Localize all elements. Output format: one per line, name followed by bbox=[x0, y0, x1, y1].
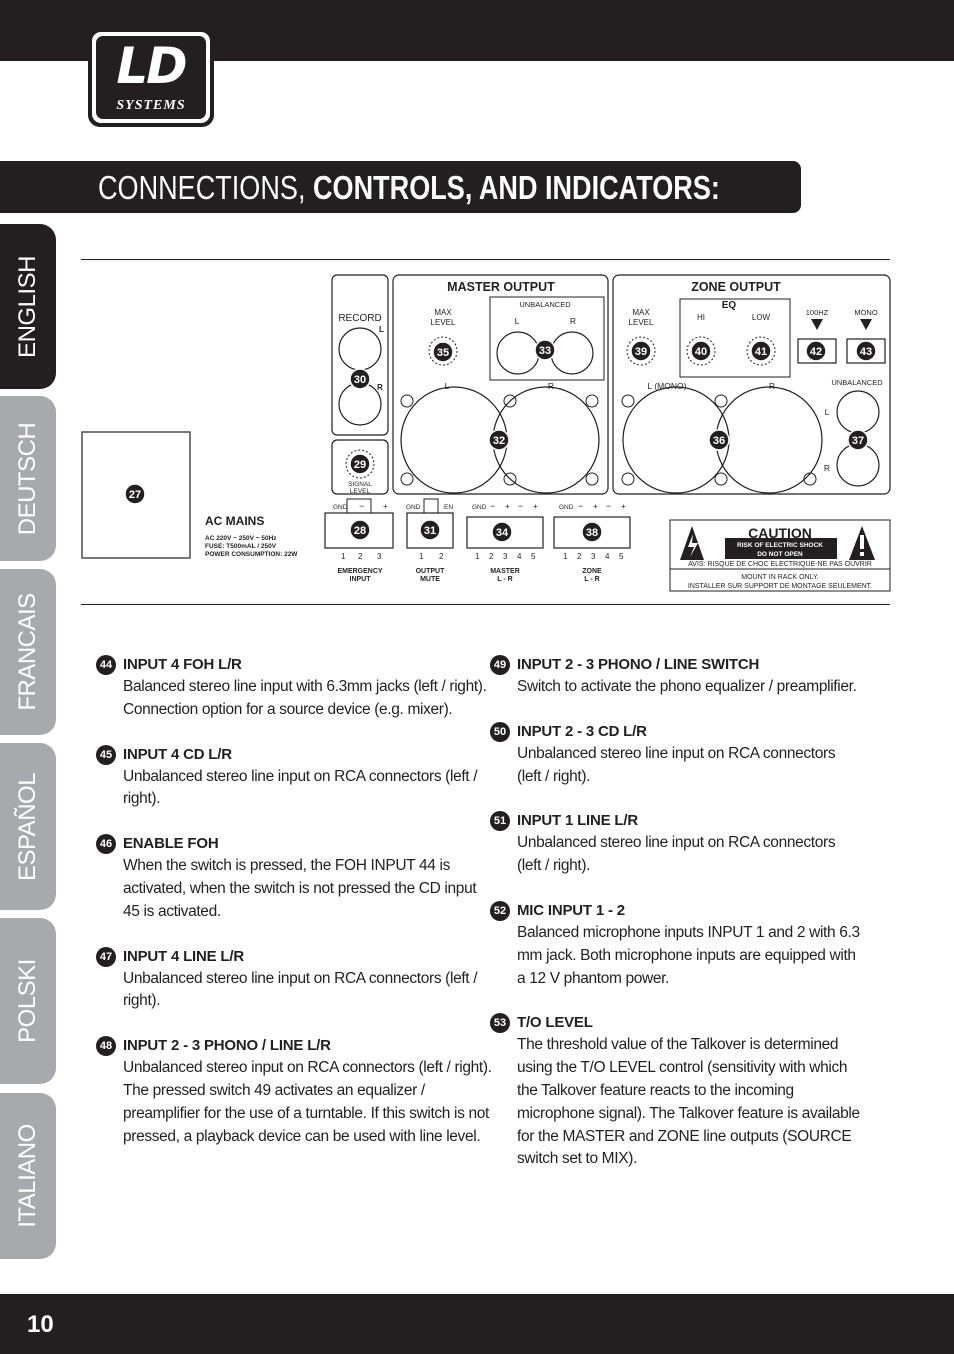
tab-label: POLSKI bbox=[14, 959, 41, 1043]
signal-level-label: SIGNAL bbox=[348, 481, 372, 488]
gnd-label: GND bbox=[559, 504, 574, 511]
callout-42-number: 42 bbox=[809, 346, 823, 358]
zone-max-label: LEVEL bbox=[628, 318, 654, 327]
master-max-label: MAX bbox=[434, 308, 452, 317]
list-item bbox=[493, 810, 862, 878]
terminal-pin: 1 bbox=[419, 552, 424, 561]
item-number-badge: 50 bbox=[490, 722, 510, 742]
tab-polski[interactable] bbox=[0, 918, 56, 1084]
terminal-label: L - R bbox=[584, 576, 600, 583]
zone-xlr-r bbox=[716, 387, 822, 493]
item-title: INPUT 2 - 3 PHONO / LINE SWITCH bbox=[517, 656, 760, 673]
terminal-output-mute bbox=[406, 499, 453, 583]
left-column bbox=[99, 654, 493, 1170]
master-xlr-l-label: L bbox=[444, 381, 450, 391]
record-r-label: R bbox=[377, 383, 383, 392]
gnd-label: GND bbox=[333, 504, 348, 511]
minus-label: − bbox=[359, 501, 365, 511]
zone-mono-label: MONO bbox=[854, 308, 878, 317]
terminal-label: ZONE bbox=[582, 568, 602, 575]
tab-label: ITALIANO bbox=[14, 1124, 41, 1228]
tab-label: ENGLISH bbox=[14, 255, 41, 358]
title-light: CONNECTIONS, bbox=[98, 169, 306, 206]
terminal-pin: 1 bbox=[563, 552, 568, 561]
list-item bbox=[493, 900, 862, 990]
section-title-bar bbox=[0, 161, 801, 213]
item-number-badge: 52 bbox=[490, 901, 510, 921]
item-number-badge: 46 bbox=[96, 834, 116, 854]
terminal-label: MUTE bbox=[420, 576, 440, 583]
ac-spec-power: POWER CONSUMPTION: 22W bbox=[205, 551, 298, 558]
master-unbalanced-label: UNBALANCED bbox=[519, 300, 571, 309]
tab-francais[interactable] bbox=[0, 569, 56, 735]
zone-xlr-r-label: R bbox=[768, 381, 776, 391]
divider-top bbox=[81, 259, 890, 260]
zone-max-label: MAX bbox=[632, 308, 650, 317]
callout-30-number: 30 bbox=[353, 374, 367, 386]
logo-main-text: LD bbox=[116, 37, 186, 95]
terminal-pin: 5 bbox=[619, 552, 624, 561]
zone-low-label: LOW bbox=[751, 313, 771, 322]
plus-label: + bbox=[593, 502, 598, 511]
terminal-label: L - R bbox=[497, 576, 513, 583]
item-description: Unbalanced stereo line input on RCA connectors (left / right). bbox=[123, 767, 478, 808]
zone-mono-arrow-icon bbox=[860, 319, 872, 330]
plus-label: + bbox=[533, 502, 538, 511]
caution-mount: MOUNT IN RACK ONLY. bbox=[741, 574, 819, 581]
item-title: INPUT 2 - 3 PHONO / LINE L/R bbox=[123, 1037, 331, 1055]
master-rca-r bbox=[551, 332, 593, 374]
tab-espanol[interactable] bbox=[0, 743, 56, 910]
item-number-badge: 49 bbox=[490, 655, 510, 675]
item-description: Unbalanced stereo input on RCA connectors (left / right). The pressed switch 49 activates an equalizer / preamplifier for the use of a turntable. If this switch is not pressed, a playback device can be used with line level. bbox=[123, 1059, 492, 1145]
callout-32-number: 32 bbox=[492, 435, 506, 447]
plus-label: + bbox=[621, 502, 626, 511]
master-xlr-r-label: R bbox=[547, 381, 555, 391]
item-description: Balanced microphone inputs INPUT 1 and 2 with 6.3 mm jack. Both microphone inputs are equipped with a 12 V phantom power. bbox=[517, 923, 860, 987]
caution-line1: RISK OF ELECTRIC SHOCK bbox=[737, 542, 823, 549]
zone-hi-label: HI bbox=[697, 313, 705, 322]
right-column bbox=[493, 654, 862, 1193]
item-number-badge: 45 bbox=[96, 745, 116, 765]
callout-markers bbox=[125, 340, 876, 542]
zone-rca-l bbox=[837, 391, 879, 433]
terminal-label: MASTER bbox=[490, 568, 520, 575]
callout-27-number: 27 bbox=[128, 489, 142, 501]
terminal-pin: 2 bbox=[489, 552, 494, 561]
callout-37-number: 37 bbox=[851, 435, 865, 447]
title-bold: CONTROLS, AND INDICATORS: bbox=[312, 169, 720, 206]
zone-rca-l-label: L bbox=[824, 407, 830, 417]
zone-rca-r-label: R bbox=[823, 463, 831, 473]
callout-31-number: 31 bbox=[423, 525, 437, 537]
tab-label: FRANCAIS bbox=[14, 593, 41, 711]
master-max-label: LEVEL bbox=[430, 318, 456, 327]
divider-bottom bbox=[81, 604, 890, 605]
item-number-badge: 47 bbox=[96, 947, 116, 967]
terminal-pin: 3 bbox=[377, 552, 382, 561]
item-description: Switch to activate the phono equalizer / preamplifier. bbox=[517, 678, 857, 695]
callout-36-number: 36 bbox=[712, 435, 726, 447]
item-number-badge: 53 bbox=[490, 1013, 510, 1033]
terminal-label: EMERGENCY bbox=[337, 568, 383, 575]
item-title: T/O LEVEL bbox=[517, 1014, 593, 1032]
zone-output-label: ZONE OUTPUT bbox=[691, 280, 781, 294]
item-title: INPUT 4 FOH L/R bbox=[123, 656, 242, 673]
callout-28-number: 28 bbox=[353, 525, 367, 537]
master-rca-l-label: L bbox=[514, 316, 520, 326]
record-l-jack bbox=[339, 328, 381, 370]
item-title: INPUT 2 - 3 CD L/R bbox=[517, 722, 647, 740]
terminal-pin: 1 bbox=[341, 552, 346, 561]
callout-29-number: 29 bbox=[353, 459, 367, 471]
terminal-pin: 2 bbox=[358, 552, 363, 561]
list-item bbox=[99, 833, 493, 923]
item-description: Balanced stereo line input with 6.3mm jacks (left / right). Connection option for a source device (e.g. mixer). bbox=[123, 678, 487, 718]
record-l-label: L bbox=[379, 325, 384, 334]
section-title bbox=[98, 169, 720, 207]
gnd-label: GND bbox=[406, 504, 421, 511]
ac-spec-voltage: AC 220V ~ 250V ~ 50Hz bbox=[205, 535, 277, 542]
page-number: 10 bbox=[27, 1311, 54, 1338]
callout-41-number: 41 bbox=[754, 346, 768, 358]
zone-eq-label: EQ bbox=[721, 300, 737, 311]
terminal-label: OUTPUT bbox=[415, 568, 445, 575]
record-label: RECORD bbox=[338, 313, 382, 324]
list-item bbox=[99, 654, 493, 722]
master-output-panel bbox=[393, 275, 608, 494]
minus-label: − bbox=[518, 501, 524, 511]
item-title: MIC INPUT 1 - 2 bbox=[517, 901, 625, 919]
zone-xlr-l-label: L (MONO) bbox=[647, 381, 687, 391]
tab-deutsch[interactable] bbox=[0, 396, 56, 561]
item-description: Unbalanced stereo line input on RCA connectors (left / right). bbox=[123, 969, 478, 1010]
master-output-label: MASTER OUTPUT bbox=[447, 280, 555, 294]
tab-label: DEUTSCH bbox=[14, 422, 41, 535]
logo-sub-text: SYSTEMS bbox=[116, 98, 186, 113]
caution-label bbox=[670, 520, 890, 591]
signal-level-label: LEVEL bbox=[349, 488, 371, 495]
footer-bar bbox=[0, 1294, 954, 1354]
caution-title: CAUTION bbox=[748, 525, 812, 541]
item-title: INPUT 4 CD L/R bbox=[123, 745, 232, 763]
callout-38-number: 38 bbox=[585, 527, 599, 539]
terminal-pin: 2 bbox=[577, 552, 582, 561]
rear-panel-diagram bbox=[81, 273, 891, 595]
callout-43-number: 43 bbox=[859, 346, 873, 358]
terminal-pin: 3 bbox=[591, 552, 596, 561]
tab-label: ESPAÑOL bbox=[14, 772, 41, 881]
list-item bbox=[493, 654, 862, 699]
item-description: When the switch is pressed, the FOH INPUT 44 is activated, when the switch is not pressed the CD input 45 is activated. bbox=[123, 857, 477, 920]
master-rca-l bbox=[497, 332, 539, 374]
terminal-pin: 3 bbox=[503, 552, 508, 561]
minus-label: − bbox=[578, 501, 584, 511]
list-item bbox=[99, 744, 493, 812]
callout-35-number: 35 bbox=[436, 347, 450, 359]
terminal-pin: 5 bbox=[531, 552, 536, 561]
en-label: EN bbox=[444, 504, 454, 511]
minus-label: − bbox=[490, 501, 496, 511]
gnd-label: GND bbox=[472, 504, 487, 511]
caution-avis: AVIS: RISQUE DE CHOC ELECTRIQUE-NE PAS OUVRIR bbox=[688, 561, 872, 568]
terminal-label: INPUT bbox=[349, 576, 371, 583]
ac-spec-fuse: FUSE: T500mAL / 250V bbox=[205, 543, 277, 550]
zone-100hz-arrow-icon bbox=[811, 319, 823, 330]
terminal-pin: 2 bbox=[439, 552, 444, 561]
caution-mount: INSTALLER SUR SUPPORT DE MONTAGE SEULEMENT. bbox=[687, 583, 873, 590]
terminal-pin: 4 bbox=[605, 552, 610, 561]
item-title: ENABLE FOH bbox=[123, 835, 219, 853]
item-description: Unbalanced stereo line input on RCA connectors (left / right). bbox=[517, 744, 836, 785]
item-number-badge: 44 bbox=[96, 655, 116, 675]
terminal-emergency-input bbox=[325, 499, 393, 583]
callout-40-number: 40 bbox=[694, 346, 708, 358]
tab-italiano[interactable] bbox=[0, 1093, 56, 1259]
callout-34-number: 34 bbox=[495, 527, 509, 539]
callout-33-number: 33 bbox=[538, 345, 552, 357]
plus-label: + bbox=[383, 502, 388, 511]
list-item bbox=[99, 946, 493, 1014]
item-title: INPUT 1 LINE L/R bbox=[517, 812, 638, 830]
zone-100hz-label: 100HZ bbox=[805, 308, 829, 317]
plus-label: + bbox=[505, 502, 510, 511]
master-rca-r-label: R bbox=[569, 316, 577, 326]
callout-39-number: 39 bbox=[634, 346, 648, 358]
list-item bbox=[493, 1012, 862, 1171]
list-item bbox=[493, 721, 862, 789]
ac-mains-label: AC MAINS bbox=[205, 514, 265, 528]
item-number-badge: 51 bbox=[490, 811, 510, 831]
item-title: INPUT 4 LINE L/R bbox=[123, 947, 244, 965]
item-description: The threshold value of the Talkover is determined using the T/O LEVEL control (sensitivity with which the Talkover feature reacts to the incoming microphone signal). The Talkover feature is available for the MASTER and ZONE line outputs (SOURCE switch set to MIX). bbox=[517, 1036, 860, 1168]
caution-line2: DO NOT OPEN bbox=[757, 551, 803, 558]
item-description: Unbalanced stereo line input on RCA connectors (left / right). bbox=[517, 834, 836, 875]
zone-unbalanced-label: UNBALANCED bbox=[831, 378, 883, 387]
tab-english[interactable] bbox=[0, 224, 56, 389]
terminal-pin: 1 bbox=[475, 552, 480, 561]
ld-systems-logo bbox=[88, 28, 214, 127]
terminal-pin: 4 bbox=[517, 552, 522, 561]
list-item bbox=[99, 1035, 493, 1148]
minus-label: − bbox=[606, 501, 612, 511]
item-number-badge: 48 bbox=[96, 1036, 116, 1056]
